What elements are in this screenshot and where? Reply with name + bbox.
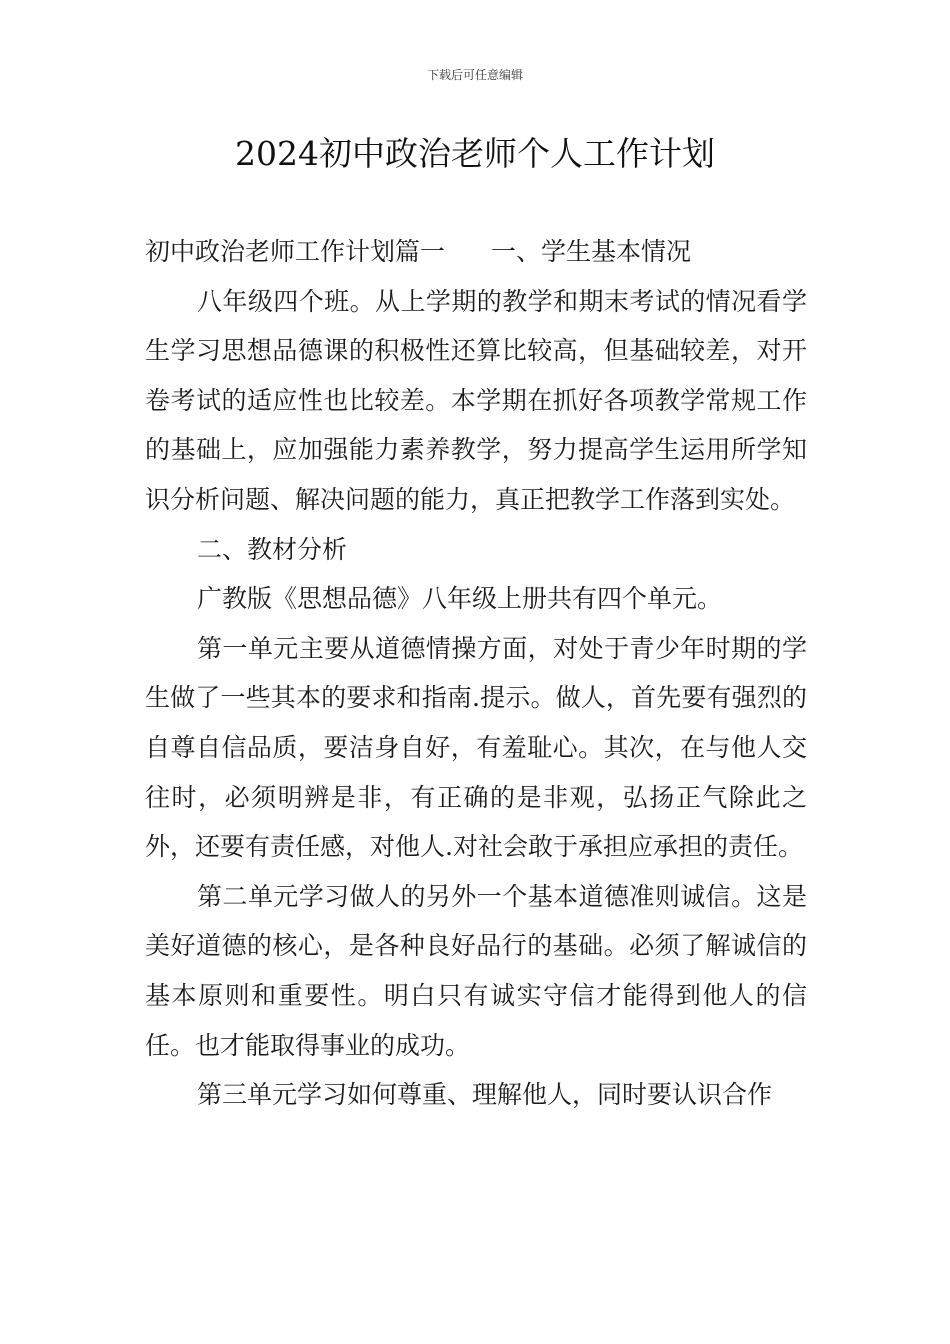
header-note: 下载后可任意编辑 [426,68,523,82]
paragraph-student-situation: 八年级四个班。从上学期的教学和期末考试的情况看学生学习思想品德课的积极性还算比较高，但基础较差，对开卷考试的适应性也比较差。本学期在抓好各项教学常规工作的基础上，应加强能力素养教学，努力提高学生运用所学知识分析问题、解决问题的能力，真正把教学工作落到实处。 [145,286,807,514]
section-heading-line [145,227,807,277]
section-heading-materials: 二、教材分析 [197,534,348,564]
document-title: 2024初中政治老师个人工作计划 [235,134,715,173]
paragraph-unit-two: 第二单元学习做人的另外一个基本道德准则诚信。这是美好道德的核心，是各种良好品行的基础。必须了解诚信的基本原则和重要性。明白只有诚实守信才能得到他人的信任。也才能取得事业的成功。 [145,881,807,1060]
section-heading-students: 一、学生基本情况 [491,237,692,266]
paragraph-unit-one: 第一单元主要从道德情操方面，对处于青少年时期的学生做了一些其本的要求和指南.提示。做人，首先要有强烈的自尊自信品质，要洁身自好，有羞耻心。其次，在与他人交往时，必须明辨是非，有正确的是非观，弘扬正气除此之外，还要有责任感，对他人.对社会敢于承担应承担的责任。 [145,633,807,862]
plan-subtitle: 初中政治老师工作计划篇一 [145,237,446,266]
document-body [145,227,807,1120]
paragraph-textbook-intro: 广教版《思想品德》八年级上册共有四个单元。 [197,584,723,614]
paragraph-unit-three: 第三单元学习如何尊重、理解他人，同时要认识合作 [197,1080,773,1110]
